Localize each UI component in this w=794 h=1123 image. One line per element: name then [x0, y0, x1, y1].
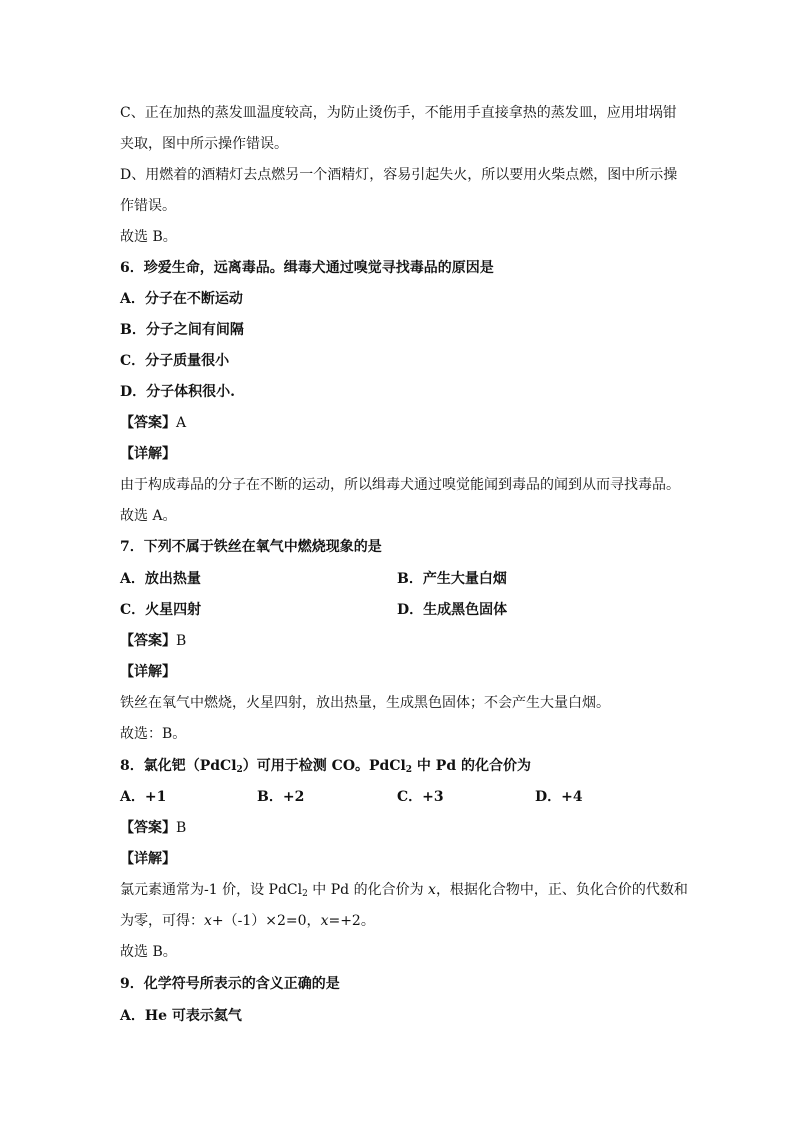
answer-value: A	[176, 415, 187, 431]
q7-option-a: A．放出热量	[120, 571, 201, 587]
q6-option-b: B．分子之间有间隔	[120, 322, 244, 338]
q6-option-d: D．分子体积很小.	[120, 384, 236, 400]
q7-option-d: D．生成黑色固体	[397, 602, 508, 618]
q6-conclusion: 故选 A。	[120, 508, 177, 524]
q7-stem: 7．下列不属于铁丝在氧气中燃烧现象的是	[120, 539, 382, 555]
q7-detail-label: 【详解】	[120, 664, 176, 680]
answer-label: 【答案】	[120, 820, 176, 836]
answer-value: B	[176, 633, 187, 649]
q8-detail-line2: 为零，可得：x+（-1）×2=0，x=+2。	[120, 913, 375, 929]
q6-answer	[120, 413, 186, 433]
q6-detail: 由于构成毒品的分子在不断的运动，所以缉毒犬通过嗅觉能闻到毒品的闻到从而寻找毒品。	[120, 477, 680, 493]
q9-option-a: A．He 可表示氦气	[120, 1008, 242, 1024]
answer-value: B	[176, 820, 187, 836]
answer-label: 【答案】	[120, 415, 176, 431]
q6-option-c: C．分子质量很小	[120, 353, 230, 369]
prev-option-c-line1: C、正在加热的蒸发皿温度较高，为防止烫伤手，不能用手直接拿热的蒸发皿，应用坩埚钳	[120, 105, 677, 121]
q7-answer	[120, 631, 186, 651]
q8-conclusion: 故选 B。	[120, 944, 177, 960]
q8-option-d: D．+4	[535, 789, 583, 805]
answer-label: 【答案】	[120, 633, 176, 649]
q8-detail-line1: 氯元素通常为-1 价，设 PdCl$_2$ 中 Pd 的化合价为 x，根据化合物中，正、负化合价的代数和	[120, 882, 688, 899]
prev-conclusion: 故选 B。	[120, 229, 177, 245]
q6-detail-label: 【详解】	[120, 446, 176, 462]
q8-option-c: C．+3	[397, 789, 444, 805]
q8-stem: 8．氯化钯（PdCl$_2$）可用于检测 CO。PdCl$_2$ 中 Pd 的化合价为	[120, 758, 532, 775]
q7-option-b: B．产生大量白烟	[397, 571, 507, 587]
prev-option-d-line2: 作错误。	[120, 198, 176, 214]
q9-stem: 9．化学符号所表示的含义正确的是	[120, 976, 340, 992]
q6-stem: 6．珍爱生命，远离毒品。缉毒犬通过嗅觉寻找毒品的原因是	[120, 260, 494, 276]
q8-answer	[120, 818, 186, 838]
prev-option-c-line2: 夹取，图中所示操作错误。	[120, 136, 288, 152]
q7-option-c: C．火星四射	[120, 602, 202, 618]
q6-option-a: A．分子在不断运动	[120, 291, 243, 307]
q8-option-b: B．+2	[257, 789, 305, 805]
q7-conclusion: 故选：B。	[120, 726, 187, 742]
prev-option-d-line1: D、用燃着的酒精灯去点燃另一个酒精灯，容易引起失火，所以要用火柴点燃，图中所示操	[120, 167, 678, 183]
q7-detail: 铁丝在氧气中燃烧，火星四射，放出热量，生成黑色固体；不会产生大量白烟。	[120, 695, 610, 711]
q8-option-a: A．+1	[120, 789, 167, 805]
q8-detail-label: 【详解】	[120, 851, 176, 867]
